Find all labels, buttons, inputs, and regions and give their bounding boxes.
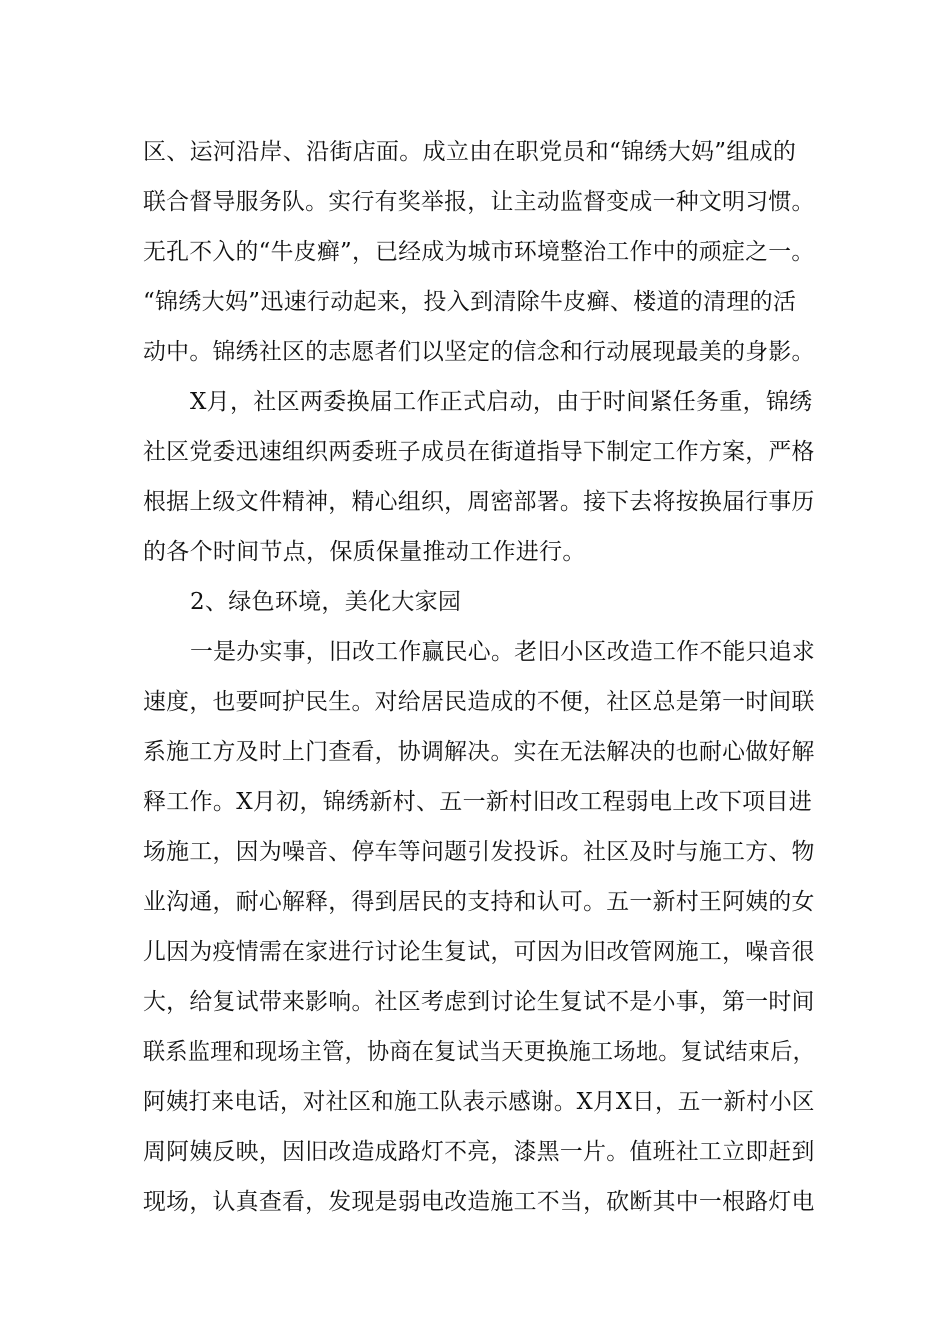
section-heading: 2、绿色环境，美化大家园 xyxy=(190,589,462,615)
text-line: “锦绣大妈”迅速行动起来，投入到清除牛皮癣、楼道的清理的活 xyxy=(143,289,797,315)
text-line: 现场，认真查看，发现是弱电改造施工不当，砍断其中一根路灯电 xyxy=(143,1189,815,1215)
text-line: 动中。锦绣社区的志愿者们以坚定的信念和行动展现最美的身影。 xyxy=(143,339,815,365)
text-line: 速度，也要呵护民生。对给居民造成的不便，社区总是第一时间联 xyxy=(143,689,815,715)
text-line: 根据上级文件精神，精心组织，周密部署。接下去将按换届行事历 xyxy=(143,489,815,515)
text-line: 联合督导服务队。实行有奖举报，让主动监督变成一种文明习惯。 xyxy=(143,189,815,215)
text-line: 一是办实事，旧改工作赢民心。老旧小区改造工作不能只追求 xyxy=(190,639,816,665)
text-line: 阿姨打来电话，对社区和施工队表示感谢。X月X日，五一新村小区 xyxy=(143,1089,815,1115)
text-line: 场施工，因为噪音、停车等问题引发投诉。社区及时与施工方、物 xyxy=(143,839,815,865)
text-line: X月，社区两委换届工作正式启动，由于时间紧任务重，锦绣 xyxy=(190,389,813,415)
text-line: 的各个时间节点，保质保量推动工作进行。 xyxy=(143,539,586,565)
text-line: 儿因为疫情需在家进行讨论生复试，可因为旧改管网施工，噪音很 xyxy=(143,939,815,965)
text-line: 系施工方及时上门查看，协调解决。实在无法解决的也耐心做好解 xyxy=(143,739,815,765)
text-line: 业沟通，耐心解释，得到居民的支持和认可。五一新村王阿姨的女 xyxy=(143,889,815,915)
text-line: 周阿姨反映，因旧改造成路灯不亮，漆黑一片。值班社工立即赶到 xyxy=(143,1139,815,1165)
text-line: 联系监理和现场主管，协商在复试当天更换施工场地。复试结束后， xyxy=(143,1039,816,1065)
text-line: 大，给复试带来影响。社区考虑到讨论生复试不是小事，第一时间 xyxy=(143,989,815,1015)
text-line: 区、运河沿岸、沿街店面。成立由在职党员和“锦绣大妈”组成的 xyxy=(143,139,797,165)
text-line: 社区党委迅速组织两委班子成员在街道指导下制定工作方案，严格 xyxy=(143,439,815,465)
text-line: 释工作。X月初，锦绣新村、五一新村旧改工程弱电上改下项目进 xyxy=(143,789,813,815)
text-line: 无孔不入的“牛皮癣”，已经成为城市环境整治工作中的顽症之一。 xyxy=(143,239,815,265)
